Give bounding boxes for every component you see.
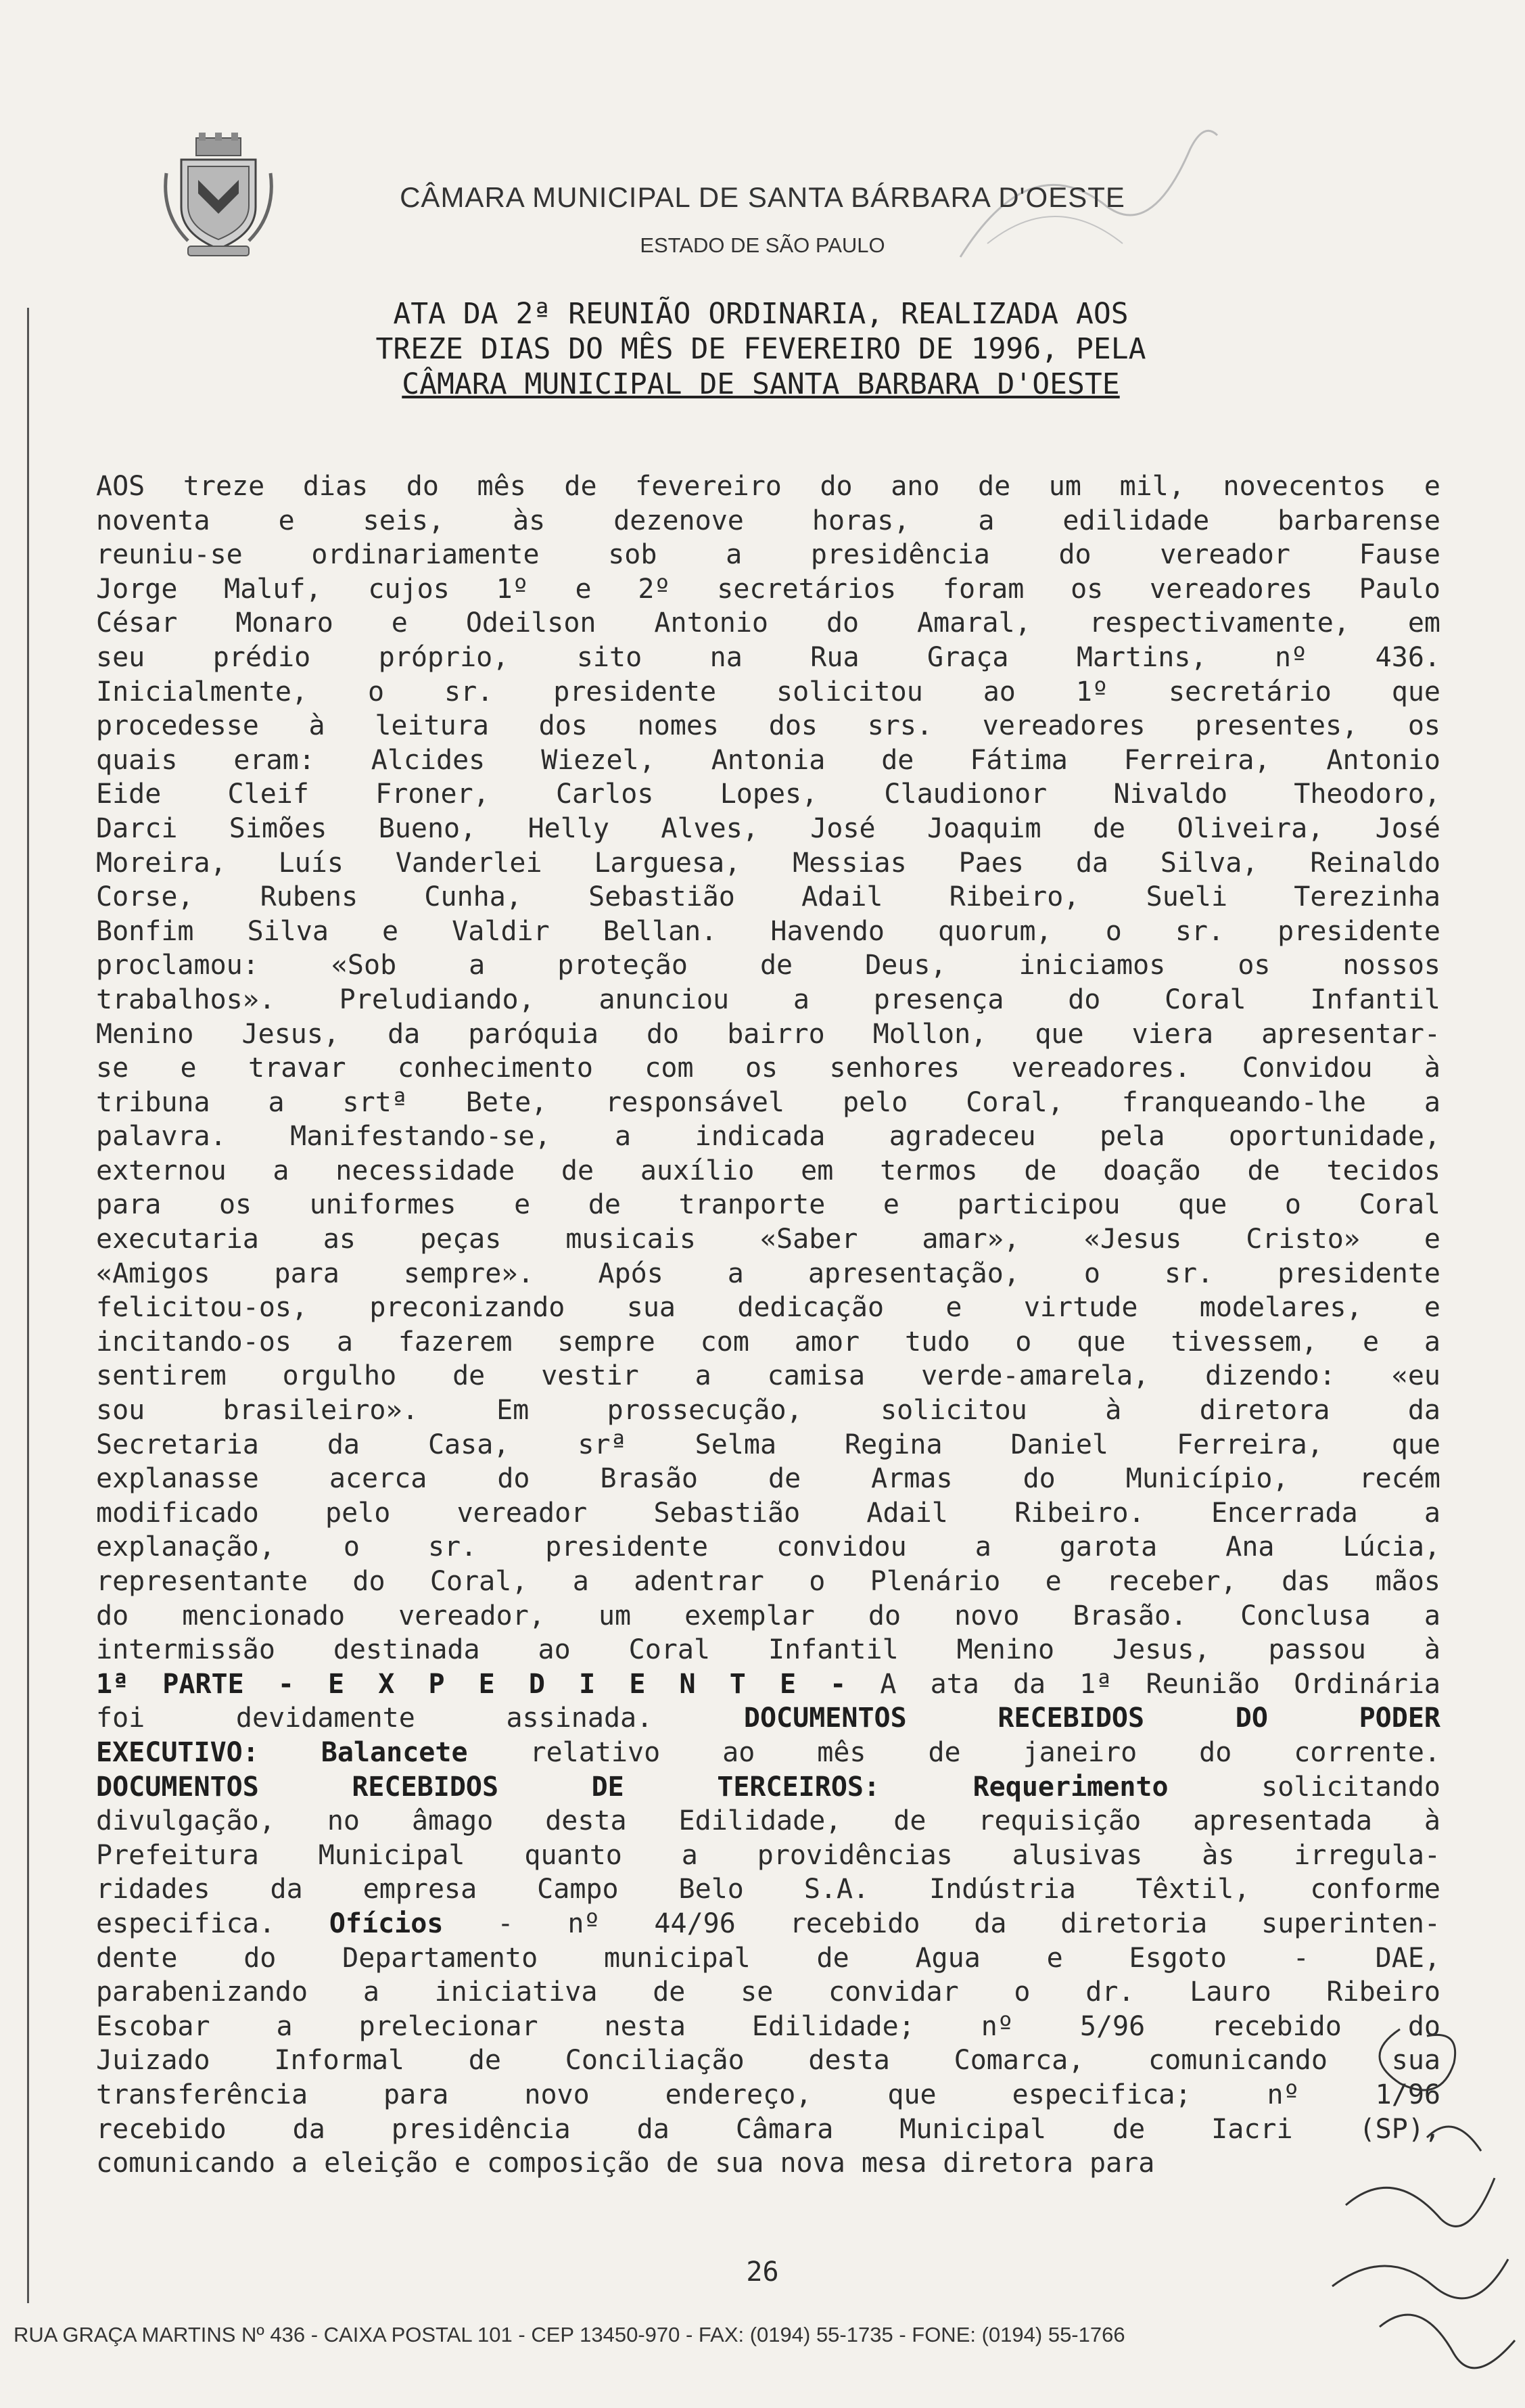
text-line: Moreira, Luís Vanderlei Larguesa, Messias Paes da Silva, Reinaldo bbox=[96, 847, 1440, 879]
text-line: externou a necessidade de auxílio em termos de doação de tecidos bbox=[96, 1155, 1440, 1186]
text-line: comunicando a eleição e composição de sua nova mesa diretora para bbox=[96, 2148, 1155, 2179]
text-line bbox=[96, 1736, 1440, 1770]
text-line: Secretaria da Casa, srª Selma Regina Daniel Ferreira, que bbox=[96, 1429, 1440, 1460]
text-line: Escobar a prelecionar nesta Edilidade; nº 5/96 recebido do bbox=[96, 2010, 1440, 2042]
text-line: intermissão destinada ao Coral Infantil Menino Jesus, passou à bbox=[96, 1634, 1440, 1666]
text-fragment: A ata da 1ª Reunião Ordinária bbox=[846, 1668, 1440, 1700]
section-heading: EXECUTIVO: Balancete bbox=[96, 1736, 468, 1768]
text-fragment: especifica. bbox=[96, 1907, 329, 1939]
text-line: seu prédio próprio, sito na Rua Graça Martins, nº 436. bbox=[96, 641, 1440, 673]
text-line: César Monaro e Odeilson Antonio do Amaral, respectivamente, em bbox=[96, 607, 1440, 639]
text-fragment: solicitando bbox=[1168, 1771, 1440, 1803]
text-line: explanasse acerca do Brasão de Armas do Município, recém bbox=[96, 1463, 1440, 1495]
text-fragment: foi devidamente assinada. bbox=[96, 1703, 744, 1734]
document-title bbox=[101, 296, 1420, 402]
left-margin-rule bbox=[27, 308, 29, 2303]
text-fragment: relativo ao mês de janeiro do corrente. bbox=[467, 1736, 1440, 1768]
section-heading: Ofícios bbox=[329, 1907, 444, 1939]
text-line: Menino Jesus, da paróquia do bairro Mollon, que viera apresentar- bbox=[96, 1018, 1440, 1050]
text-line: do mencionado vereador, um exemplar do novo Brasão. Conclusa a bbox=[96, 1600, 1440, 1631]
text-line: Darci Simões Bueno, Helly Alves, José Joaquim de Oliveira, José bbox=[96, 812, 1440, 844]
text-line: executaria as peças musicais «Saber amar», «Jesus Cristo» e bbox=[96, 1224, 1440, 1255]
text-line: procedesse à leitura dos nomes dos srs. vereadores presentes, os bbox=[96, 710, 1440, 742]
text-line: palavra. Manifestando-se, a indicada agradeceu pela oportunidade, bbox=[96, 1121, 1440, 1153]
title-line: CÂMARA MUNICIPAL DE SANTA BARBARA D'OESTE bbox=[402, 367, 1120, 401]
section-heading: DOCUMENTOS RECEBIDOS DO PODER bbox=[743, 1703, 1440, 1734]
section-heading: DOCUMENTOS RECEBIDOS DE TERCEIROS: Requerimento bbox=[96, 1771, 1169, 1803]
title-line: ATA DA 2ª REUNIÃO ORDINARIA, REALIZADA AOS bbox=[393, 297, 1129, 331]
text-line: trabalhos». Preludiando, anunciou a presença do Coral Infantil bbox=[96, 983, 1440, 1015]
text-line bbox=[96, 1667, 1440, 1702]
text-line: Inicialmente, o sr. presidente solicitou ao 1º secretário que bbox=[96, 676, 1440, 708]
text-line: divulgação, no âmago desta Edilidade, de requisição apresentada à bbox=[96, 1805, 1440, 1837]
text-line: AOS treze dias do mês de fevereiro do ano de um mil, novecentos e bbox=[96, 471, 1440, 502]
text-line: modificado pelo vereador Sebastião Adail Ribeiro. Encerrada a bbox=[96, 1497, 1440, 1529]
footer-address: RUA GRAÇA MARTINS Nº 436 - CAIXA POSTAL 101 - CEP 13450-970 - FAX: (0194) 55-1735 - FONE: (0194) 55-1766 bbox=[14, 2323, 1125, 2346]
text-line: proclamou: «Sob a proteção de Deus, iniciamos os nossos bbox=[96, 950, 1440, 981]
text-line: Juizado Informal de Conciliação desta Comarca, comunicando sua bbox=[96, 2045, 1440, 2077]
text-line: sentirem orgulho de vestir a camisa verde-amarela, dizendo: «eu bbox=[96, 1360, 1440, 1392]
text-line: felicitou-os, preconizando sua dedicação e virtude modelares, e bbox=[96, 1292, 1440, 1324]
text-line: reuniu-se ordinariamente sob a presidência do vereador Fause bbox=[96, 539, 1440, 571]
text-line: recebido da presidência da Câmara Municipal de Iacri (SP), bbox=[96, 2113, 1440, 2145]
text-line: Prefeitura Municipal quanto a providências alusivas às irregula- bbox=[96, 1839, 1440, 1871]
text-line: Corse, Rubens Cunha, Sebastião Adail Ribeiro, Sueli Terezinha bbox=[96, 881, 1440, 913]
text-line: noventa e seis, às dezenove horas, a edilidade barbarense bbox=[96, 505, 1440, 536]
text-line: ridades da empresa Campo Belo S.A. Indústria Têxtil, conforme bbox=[96, 1874, 1440, 1905]
text-line: se e travar conhecimento com os senhores vereadores. Convidou à bbox=[96, 1052, 1440, 1084]
text-line: representante do Coral, a adentrar o Plenário e receber, das mãos bbox=[96, 1566, 1440, 1597]
text-line: explanação, o sr. presidente convidou a garota Ana Lúcia, bbox=[96, 1531, 1440, 1563]
institution-name: CÂMARA MUNICIPAL DE SANTA BÁRBARA D'OESTE bbox=[400, 181, 1125, 213]
text-fragment: - nº 44/96 recebido da diretoria superinten- bbox=[443, 1907, 1440, 1939]
text-line: Eide Cleif Froner, Carlos Lopes, Claudionor Nivaldo Theodoro, bbox=[96, 779, 1440, 810]
text-line: Jorge Maluf, cujos 1º e 2º secretários foram os vereadores Paulo bbox=[96, 573, 1440, 605]
page-number: 26 bbox=[746, 2256, 779, 2288]
text-line: «Amigos para sempre». Após a apresentação, o sr. presidente bbox=[96, 1257, 1440, 1289]
text-line: tribuna a srtª Bete, responsável pelo Coral, franqueando-lhe a bbox=[96, 1086, 1440, 1118]
text-line: sou brasileiro». Em prossecução, solicitou à diretora da bbox=[96, 1395, 1440, 1427]
text-line bbox=[96, 1770, 1440, 1805]
institution-state: ESTADO DE SÃO PAULO bbox=[640, 233, 885, 257]
title-line: TREZE DIAS DO MÊS DE FEVEREIRO DE 1996, PELA bbox=[375, 332, 1146, 366]
handwritten-signatures-icon bbox=[1319, 2002, 1522, 2408]
text-line: Bonfim Silva e Valdir Bellan. Havendo quorum, o sr. presidente bbox=[96, 915, 1440, 947]
text-line: parabenizando a iniciativa de se convidar o dr. Lauro Ribeiro bbox=[96, 1976, 1440, 2008]
text-line: dente do Departamento municipal de Agua e Esgoto - DAE, bbox=[96, 1942, 1440, 1974]
text-line bbox=[96, 1701, 1440, 1736]
text-line: transferência para novo endereço, que especifica; nº 1/96 bbox=[96, 2079, 1440, 2110]
text-line: para os uniformes e de tranporte e participou que o Coral bbox=[96, 1189, 1440, 1221]
minutes-body bbox=[96, 469, 1440, 2181]
text-line: incitando-os a fazerem sempre com amor tudo o que tivessem, e a bbox=[96, 1326, 1440, 1358]
section-heading: 1ª PARTE - E X P E D I E N T E - bbox=[96, 1668, 847, 1700]
text-line bbox=[96, 1907, 1440, 1941]
text-line: quais eram: Alcides Wiezel, Antonia de Fátima Ferreira, Antonio bbox=[96, 744, 1440, 776]
